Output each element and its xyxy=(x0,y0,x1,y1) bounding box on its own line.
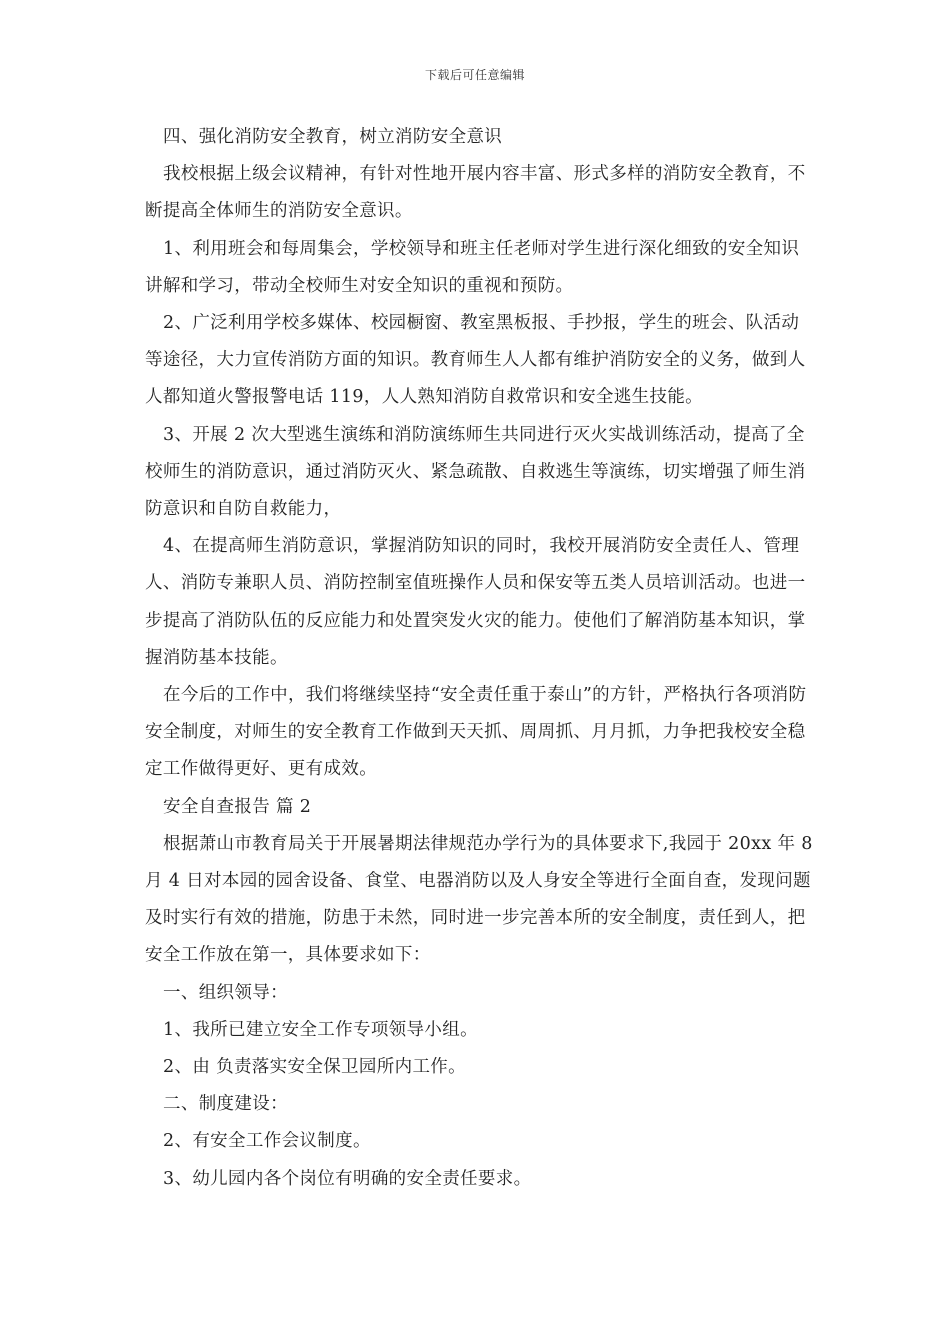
paragraph-item-2: 2、广泛利用学校多媒体、校园橱窗、教室黑板报、手抄报，学生的班会、队活动等途径，大力宣传消防方面的知识。教育师生人人都有维护消防安全的义务，做到人人都知道火警报警电话 119，人人熟知消防自救常识和安全逃生技能。 xyxy=(145,313,806,408)
paragraph-system-item-2: 2、有安全工作会议制度。 xyxy=(163,1131,371,1152)
section-heading-fire-education: 四、强化消防安全教育，树立消防安全意识 xyxy=(163,127,503,147)
paragraph-org-item-2: 2、由 负责落实安全保卫园所内工作。 xyxy=(163,1057,466,1078)
section-heading-system: 二、制度建设： xyxy=(163,1094,288,1115)
paragraph-intro: 我校根据上级会议精神，有针对性地开展内容丰富、形式多样的消防安全教育，不断提高全体师生的消防安全意识。 xyxy=(145,164,806,222)
paragraph-org-item-1: 1、我所已建立安全工作专项领导小组。 xyxy=(163,1019,478,1040)
header-note: 下载后可任意编辑 xyxy=(424,68,525,82)
paragraph-item-4: 4、在提高师生消防意识，掌握消防知识的同时，我校开展消防安全责任人、管理人、消防专兼职人员、消防控制室值班操作人员和保安等五类人员培训活动。也进一步提高了消防队伍的反应能力和处置突发火灾的能力。使他们了解消防基本知识，掌握消防基本技能。 xyxy=(145,536,806,668)
document-body xyxy=(145,119,813,1198)
paragraph-report-intro: 根据萧山市教育局关于开展暑期法律规范办学行为的具体要求下,我园于 20xx 年 8 月 4 日对本园的园舍设备、食堂、电器消防以及人身安全等进行全面自查，发现问题及时实行有效的措施，防患于未然，同时进一步完善本所的安全制度，责任到人，把安全工作放在第一，具体要求如下： xyxy=(145,833,813,966)
paragraph-item-1: 1、利用班会和每周集会，学校领导和班主任老师对学生进行深化细致的安全知识讲解和学习，带动全校师生对安全知识的重视和预防。 xyxy=(145,238,800,296)
paragraph-system-item-3: 3、幼儿园内各个岗位有明确的安全责任要求。 xyxy=(163,1168,532,1189)
section-heading-report-2: 安全自查报告 篇 2 xyxy=(163,796,312,817)
paragraph-conclusion: 在今后的工作中，我们将继续坚持“安全责任重于泰山”的方针，严格执行各项消防安全制度，对师生的安全教育工作做到天天抓、周周抓、月月抓，力争把我校安全稳定工作做得更好、更有成效。 xyxy=(145,685,807,780)
paragraph-item-3: 3、开展 2 次大型逃生演练和消防演练师生共同进行灭火实战训练活动，提高了全校师生的消防意识，通过消防灭火、紧急疏散、自救逃生等演练，切实增强了师生消防意识和自防自救能力， xyxy=(145,424,806,520)
section-heading-organization: 一、组织领导： xyxy=(163,982,288,1003)
